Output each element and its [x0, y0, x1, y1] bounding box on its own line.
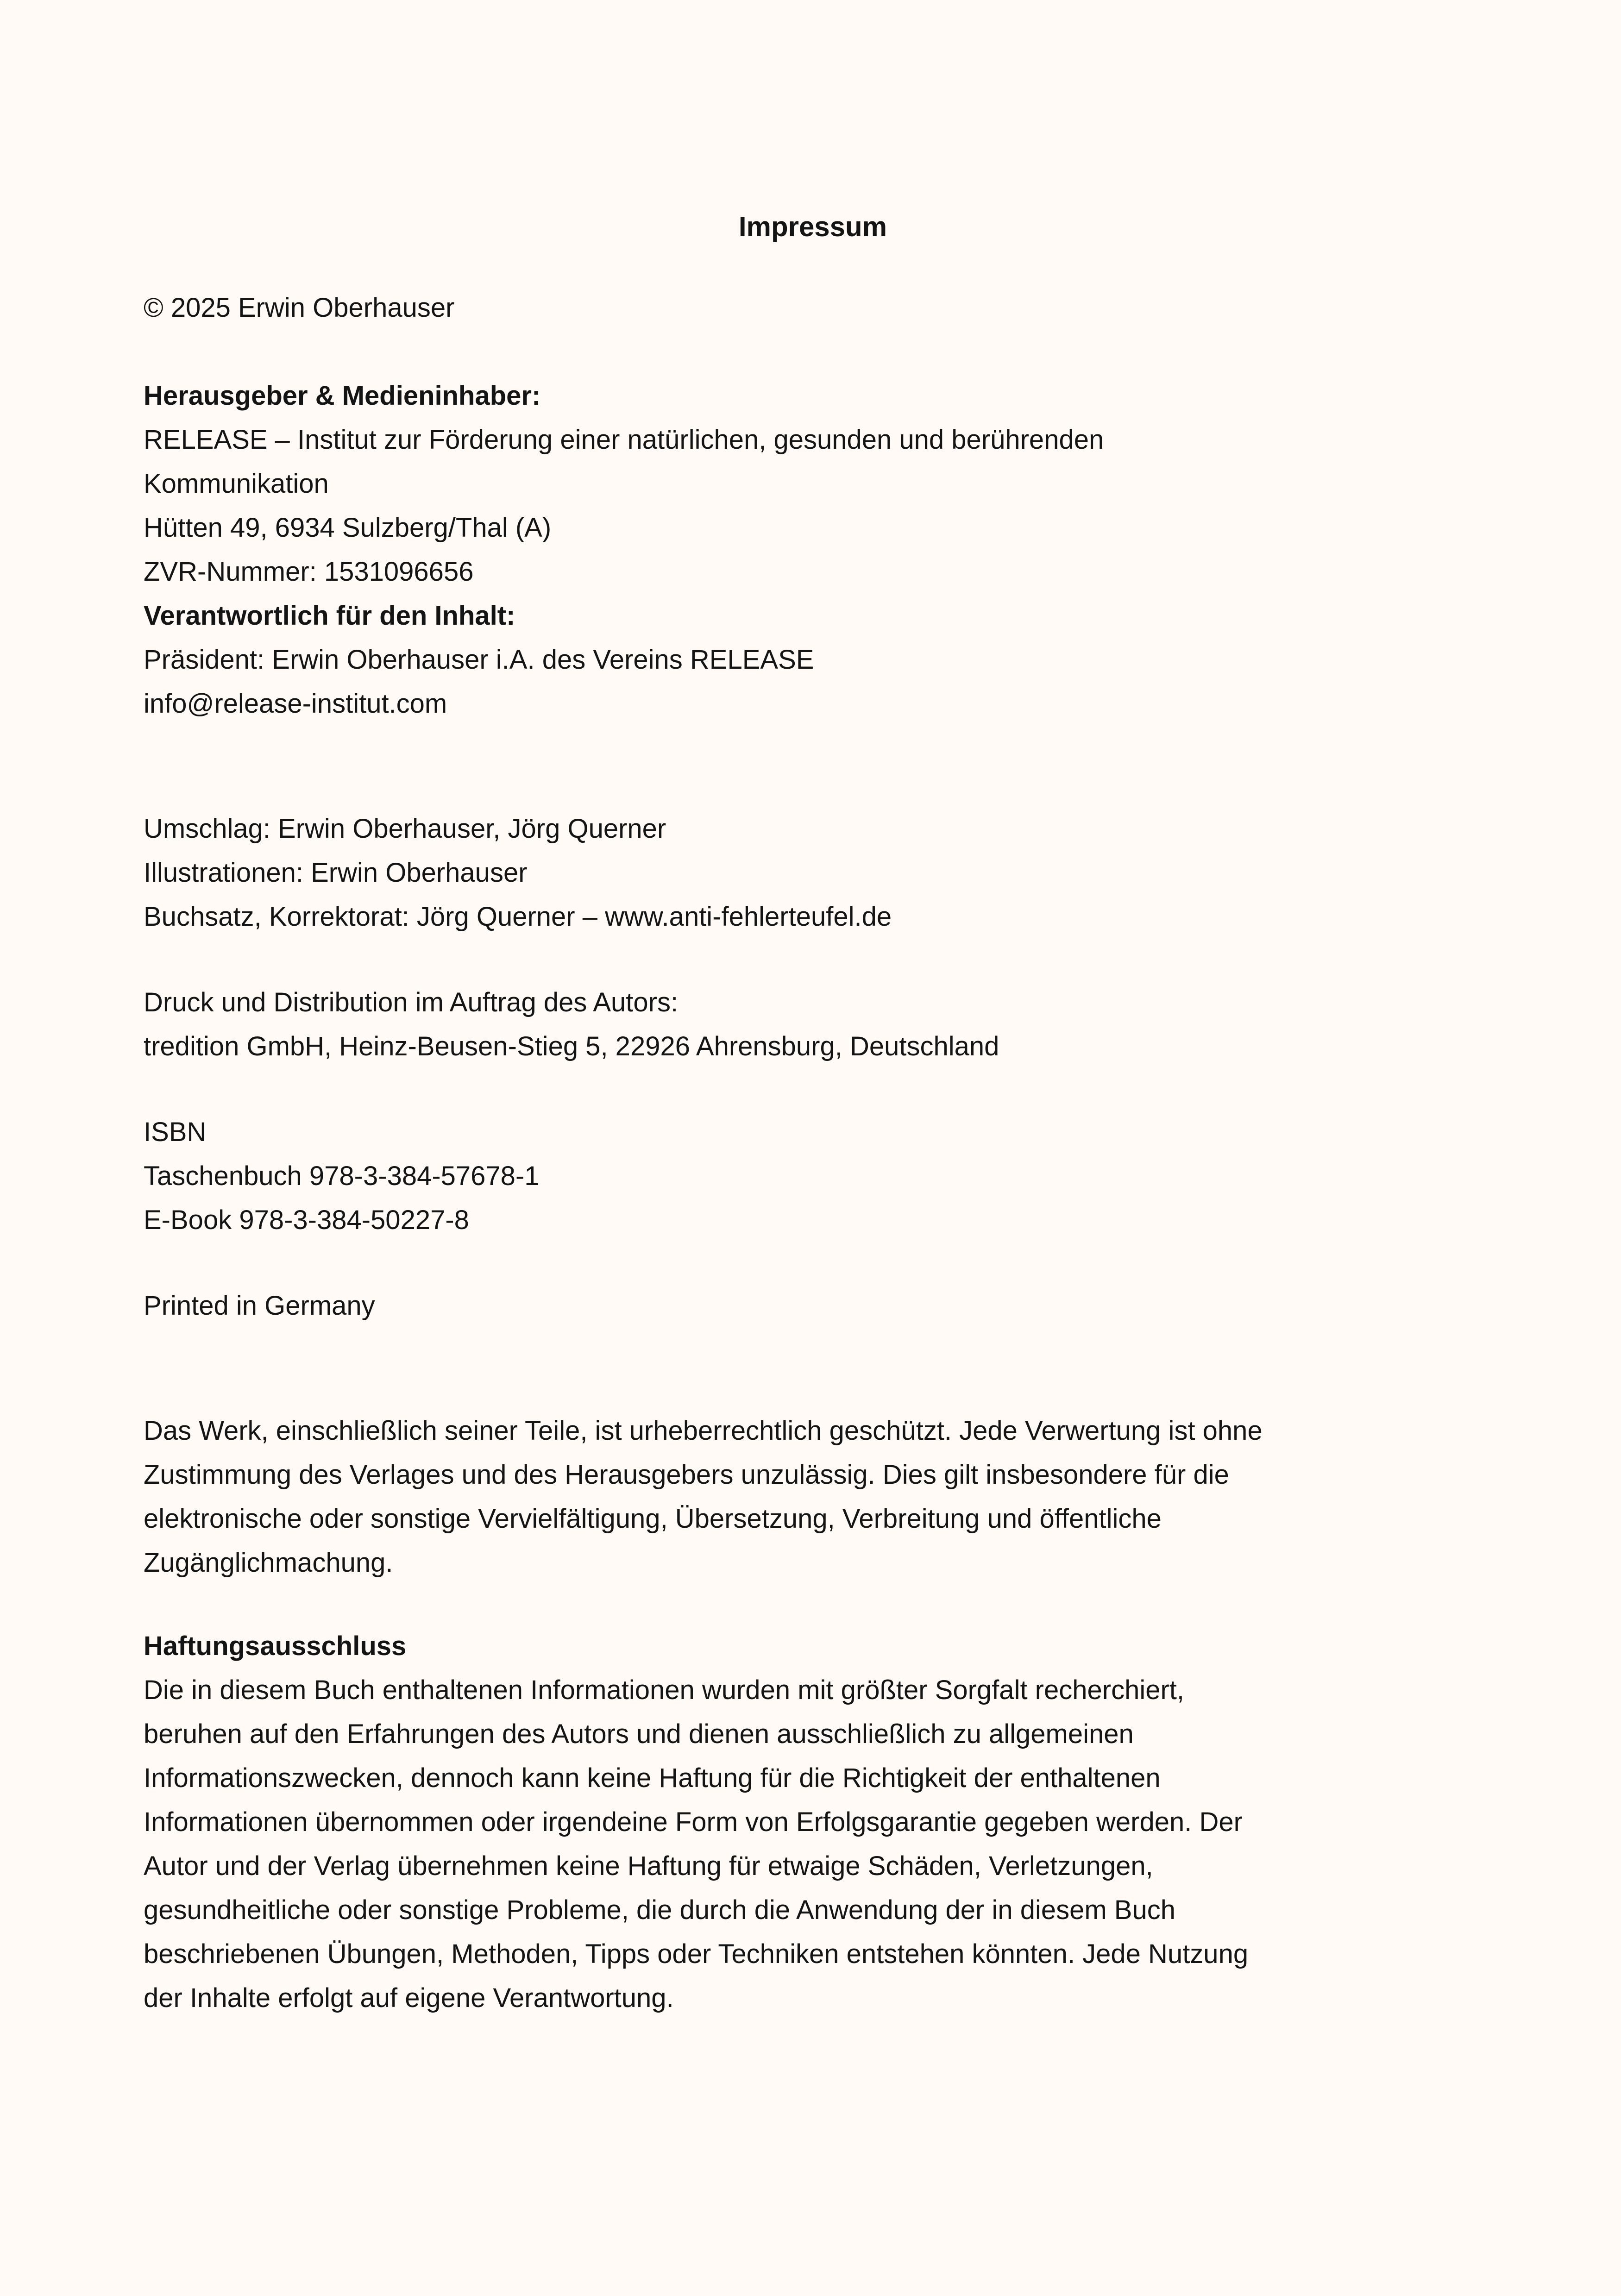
disclaimer-line: beruhen auf den Erfahrungen des Autors und dienen ausschließlich zu allgemeinen — [144, 1719, 1134, 1749]
isbn-block — [144, 1110, 1482, 1242]
copyright-notice-line: Zustimmung des Verlages und des Herausgebers unzulässig. Dies gilt insbesondere für die — [144, 1460, 1229, 1490]
disclaimer-line: der Inhalte erfolgt auf eigene Verantwortung. — [144, 1983, 674, 2013]
disclaimer-heading: Haftungsausschluss — [144, 1631, 407, 1661]
copyright-notice-block — [144, 1409, 1482, 1585]
copyright-line: © 2025 Erwin Oberhauser — [144, 293, 455, 323]
isbn-heading: ISBN — [144, 1117, 207, 1147]
disclaimer-line: gesundheitliche oder sonstige Probleme, die durch die Anwendung der in diesem Buch — [144, 1895, 1175, 1925]
credit-illustrations: Illustrationen: Erwin Oberhauser — [144, 858, 528, 888]
printing-block — [144, 980, 1482, 1068]
disclaimer-line: Autor und der Verlag übernehmen keine Haftung für etwaige Schäden, Verletzungen, — [144, 1851, 1153, 1881]
isbn-paperback: Taschenbuch 978-3-384-57678-1 — [144, 1161, 540, 1191]
disclaimer-block — [144, 1624, 1482, 2020]
responsible-person: Präsident: Erwin Oberhauser i.A. des Vereins RELEASE — [144, 645, 814, 675]
copyright-notice-line: elektronische oder sonstige Vervielfältigung, Übersetzung, Verbreitung und öffentliche — [144, 1504, 1162, 1534]
credits-block — [144, 807, 1482, 939]
publisher-zvr-number: ZVR-Nummer: 1531096656 — [144, 557, 474, 587]
publisher-org-line1: RELEASE – Institut zur Förderung einer natürlichen, gesunden und berührenden — [144, 425, 1104, 455]
disclaimer-line: Informationszwecken, dennoch kann keine Haftung für die Richtigkeit der enthaltenen — [144, 1763, 1161, 1793]
credit-typesetting: Buchsatz, Korrektorat: Jörg Querner – www.anti-fehlerteufel.de — [144, 902, 892, 932]
disclaimer-line: beschriebenen Übungen, Methoden, Tipps oder Techniken entstehen könnten. Jede Nutzung — [144, 1939, 1249, 1969]
publisher-heading: Herausgeber & Medieninhaber: — [144, 381, 541, 411]
isbn-ebook: E-Book 978-3-384-50227-8 — [144, 1205, 469, 1235]
copyright-notice-line: Das Werk, einschließlich seiner Teile, ist urheberrechtlich geschützt. Jede Verwertung ist ohne — [144, 1416, 1263, 1446]
disclaimer-line: Die in diesem Buch enthaltenen Informationen wurden mit größter Sorgfalt recherchiert, — [144, 1675, 1185, 1705]
printing-company: tredition GmbH, Heinz-Beusen-Stieg 5, 22926 Ahrensburg, Deutschland — [144, 1031, 999, 1061]
disclaimer-line: Informationen übernommen oder irgendeine Form von Erfolgsgarantie gegeben werden. Der — [144, 1807, 1243, 1837]
page-title: Impressum — [738, 211, 887, 242]
credit-cover: Umschlag: Erwin Oberhauser, Jörg Querner — [144, 814, 666, 844]
publisher-address: Hütten 49, 6934 Sulzberg/Thal (A) — [144, 513, 552, 543]
printed-in-line: Printed in Germany — [144, 1291, 375, 1321]
responsible-heading: Verantwortlich für den Inhalt: — [144, 601, 515, 631]
publisher-email: info@release-institut.com — [144, 689, 447, 719]
printing-heading: Druck und Distribution im Auftrag des Autors: — [144, 987, 679, 1017]
publisher-org-line2: Kommunikation — [144, 469, 329, 499]
publisher-block — [144, 374, 1482, 726]
copyright-notice-line: Zugänglichmachung. — [144, 1548, 393, 1578]
